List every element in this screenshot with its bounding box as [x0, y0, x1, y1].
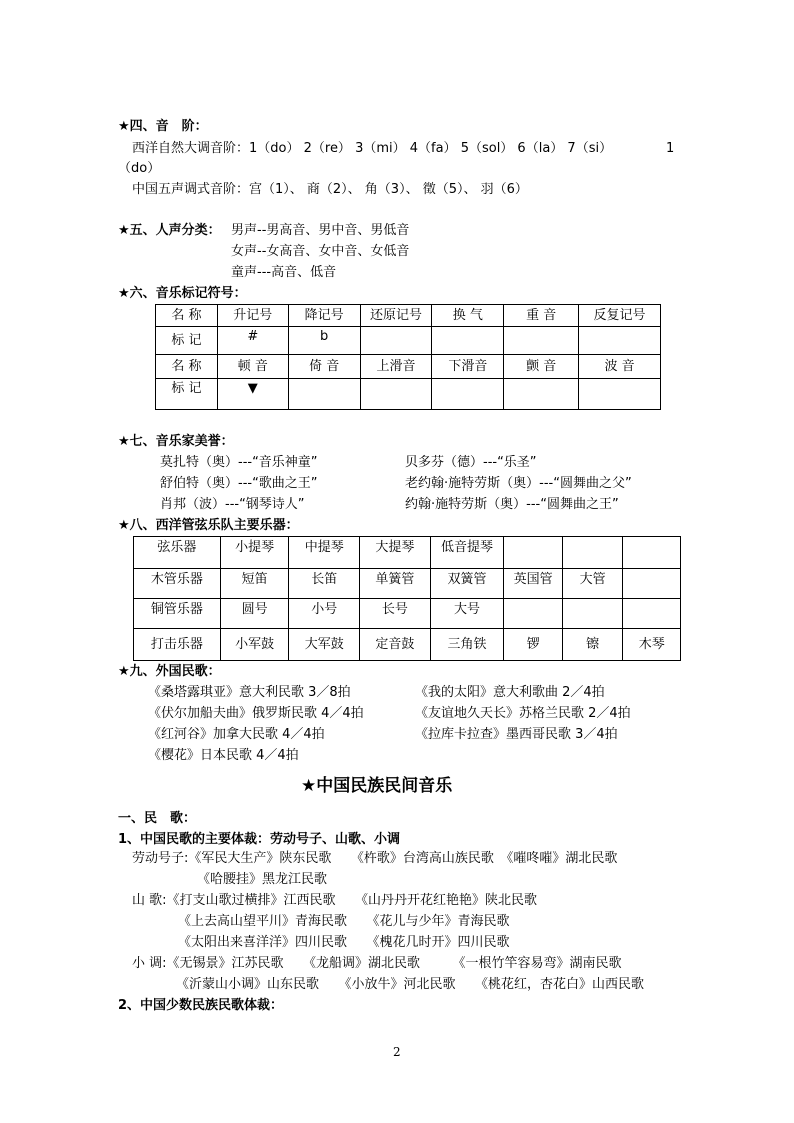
- foreign-song: 《桑塔露琪亚》意大利民歌 3／8拍: [148, 685, 351, 700]
- musician-honor: 老约翰·施特劳斯（奥）---“圆舞曲之父”: [405, 476, 632, 491]
- foreign-song: 《友谊地久天长》苏格兰民歌 2／4拍: [415, 706, 631, 721]
- table-cell: [360, 327, 432, 355]
- table-cell: 大提琴: [360, 537, 431, 569]
- musician-honor: 莫扎特（奥）---“音乐神童”: [160, 455, 318, 470]
- voice-female: 女声--女高音、女中音、女低音: [231, 244, 410, 259]
- foreign-song: 《拉库卡拉查》墨西哥民歌 3／4拍: [415, 727, 618, 742]
- folk-song-section-heading: 一、民 歌：: [118, 811, 197, 826]
- table-cell: 中提琴: [289, 537, 360, 569]
- table-cell: 小号: [289, 599, 360, 629]
- foreign-song: 《红河谷》加拿大民歌 4／4拍: [148, 727, 325, 742]
- table-cell: 弦乐器: [134, 537, 221, 569]
- table-cell: 小军鼓: [220, 629, 289, 661]
- table-cell: 还原记号: [360, 305, 432, 327]
- table-cell: [504, 379, 579, 410]
- table-cell: [623, 537, 681, 569]
- table-cell: [432, 379, 504, 410]
- table-cell: 长笛: [289, 569, 360, 599]
- mountain-songs-line: 《上去高山望平川》青海民歌 《花儿与少年》青海民歌: [178, 914, 510, 929]
- table-cell: 锣: [504, 629, 563, 661]
- voice-child: 童声---高音、低音: [231, 265, 337, 280]
- table-cell: 倚 音: [288, 355, 360, 379]
- table-cell: 铜管乐器: [134, 599, 221, 629]
- chinese-folk-music-title: ★中国民族民间音乐: [301, 776, 453, 796]
- table-cell: [579, 379, 661, 410]
- musician-honor: 舒伯特（奥）---“歌曲之王”: [160, 476, 318, 491]
- table-cell: [288, 379, 360, 410]
- section-9-heading: ★九、外国民歌：: [118, 664, 221, 679]
- foreign-song: 《樱花》日本民歌 4／4拍: [148, 748, 299, 763]
- table-cell: [504, 537, 563, 569]
- table-cell: 低音提琴: [430, 537, 504, 569]
- table-cell: 降记号: [288, 305, 360, 327]
- table-cell: [432, 327, 504, 355]
- musician-honor: 约翰·施特劳斯（奥）---“圆舞曲之王”: [405, 497, 619, 512]
- section-4-heading: ★四、音 阶：: [118, 119, 208, 134]
- folk-song-genres-heading: 1、中国民歌的主要体裁：劳动号子、山歌、小调: [118, 832, 401, 847]
- table-cell: 单簧管: [360, 569, 431, 599]
- page-number: 2: [393, 1045, 401, 1059]
- western-scale-do: （do）: [118, 161, 161, 176]
- table-cell: 三角铁: [430, 629, 504, 661]
- table-cell: 大号: [430, 599, 504, 629]
- table-cell: 波 音: [579, 355, 661, 379]
- table-cell: [562, 537, 623, 569]
- flat-symbol: b: [288, 327, 360, 355]
- table-cell: 大军鼓: [289, 629, 360, 661]
- labor-songs-line: 劳动号子:《军民大生产》陕东民歌 《杵歌》台湾高山族民歌 《嗺咚嗺》湖北民歌: [132, 851, 618, 866]
- section-7-heading: ★七、音乐家美誉：: [118, 434, 234, 449]
- table-cell: 打击乐器: [134, 629, 221, 661]
- music-symbols-table: [155, 304, 661, 410]
- table-cell: 大管: [562, 569, 623, 599]
- chinese-scale-line: 中国五声调式音阶：宫（1）、 商（2）、 角（3）、 徵（5）、 羽（6）: [132, 182, 528, 197]
- table-cell: 短笛: [220, 569, 289, 599]
- orchestra-instruments-table: [133, 536, 681, 661]
- table-cell: 定音鼓: [360, 629, 431, 661]
- table-cell: [623, 599, 681, 629]
- table-cell: 木管乐器: [134, 569, 221, 599]
- ditty-songs-line: 小 调:《无锡景》江苏民歌 《龙船调》湖北民歌 《一根竹竿容易弯》湖南民歌: [132, 956, 622, 971]
- table-cell: [504, 599, 563, 629]
- table-cell: 名 称: [156, 305, 218, 327]
- table-cell: 圆号: [220, 599, 289, 629]
- western-scale-one: 1: [666, 141, 675, 156]
- musician-honor: 肖邦（波）---“钢琴诗人”: [160, 497, 305, 512]
- western-scale-line: 西洋自然大调音阶：1（do） 2（re） 3（mi） 4（fa） 5（sol） 6（la） 7（si）: [132, 141, 613, 156]
- foreign-song: 《伏尔加船夫曲》俄罗斯民歌 4／4拍: [148, 706, 364, 721]
- table-cell: 颤 音: [504, 355, 579, 379]
- section-6-heading: ★六、音乐标记符号：: [118, 286, 247, 301]
- section-8-heading: ★八、西洋管弦乐队主要乐器：: [118, 518, 299, 533]
- foreign-song: 《我的太阳》意大利歌曲 2／4拍: [415, 685, 605, 700]
- table-cell: 木琴: [623, 629, 681, 661]
- table-cell: [562, 599, 623, 629]
- table-cell: 顿 音: [217, 355, 288, 379]
- table-cell: 下滑音: [432, 355, 504, 379]
- table-cell: 上滑音: [360, 355, 432, 379]
- voice-male: 男声--男高音、男中音、男低音: [231, 223, 410, 238]
- ditty-songs-line: 《沂蒙山小调》山东民歌 《小放牛》河北民歌 《桃花红，杏花白》山西民歌: [176, 977, 645, 992]
- table-cell: [623, 569, 681, 599]
- table-cell: 小提琴: [220, 537, 289, 569]
- table-cell: 名 称: [156, 355, 218, 379]
- table-cell: 升记号: [217, 305, 288, 327]
- minority-folk-songs-heading: 2、中国少数民族民歌体裁：: [118, 998, 284, 1013]
- table-cell: 标 记: [156, 379, 218, 410]
- table-cell: [579, 327, 661, 355]
- table-cell: 英国管: [504, 569, 563, 599]
- table-cell: 换 气: [432, 305, 504, 327]
- table-cell: 标 记: [156, 327, 218, 355]
- musician-honor: 贝多芬（德）---“乐圣”: [405, 455, 537, 470]
- staccato-symbol: ▼: [217, 379, 288, 410]
- table-cell: 镲: [562, 629, 623, 661]
- table-cell: 反复记号: [579, 305, 661, 327]
- table-cell: 双簧管: [430, 569, 504, 599]
- mountain-songs-line: 山 歌:《打支山歌过横排》江西民歌 《山丹丹开花红艳艳》陕北民歌: [132, 893, 538, 908]
- table-cell: [504, 327, 579, 355]
- sharp-symbol: #: [217, 327, 288, 355]
- section-5-heading: ★五、人声分类：: [118, 223, 221, 238]
- table-cell: [360, 379, 432, 410]
- labor-songs-line: 《哈腰挂》黑龙江民歌: [197, 872, 328, 887]
- table-cell: 长号: [360, 599, 431, 629]
- table-cell: 重 音: [504, 305, 579, 327]
- mountain-songs-line: 《太阳出来喜洋洋》四川民歌 《槐花几时开》四川民歌: [178, 935, 510, 950]
